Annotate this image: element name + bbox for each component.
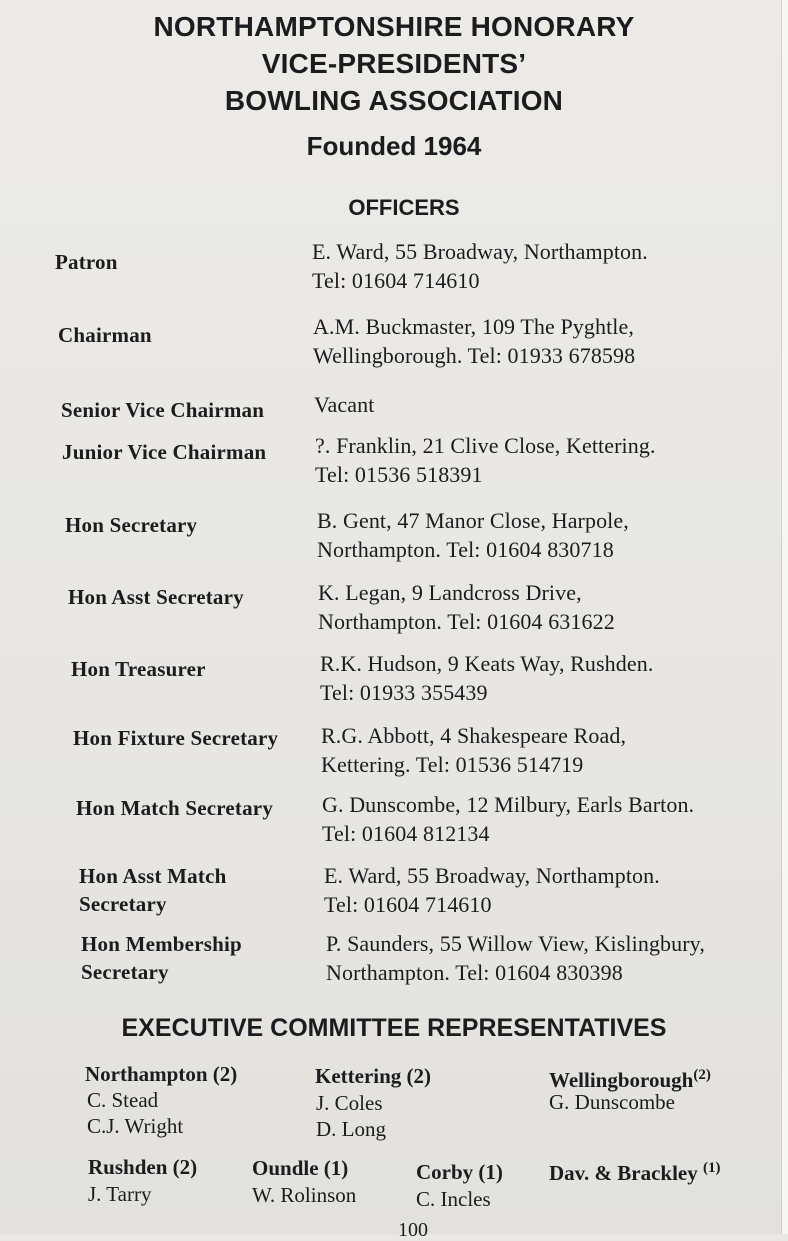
- founded-year: Founded 1964: [306, 131, 482, 161]
- district-members: G. Dunscombe: [549, 1090, 675, 1114]
- officer-role: Hon Asst Match Secretary: [79, 864, 227, 916]
- district-name: Northampton (2): [85, 1062, 238, 1086]
- district-name: Corby (1): [416, 1160, 503, 1184]
- document-title: [0, 8, 788, 119]
- district-name: Rushden (2): [88, 1155, 198, 1179]
- officer-role: Hon Match Secretary: [76, 796, 274, 820]
- officers-heading: OFFICERS: [348, 195, 460, 220]
- officer-details: E. Ward, 55 Broadway, Northampton. Tel: 01604 714610: [312, 239, 648, 293]
- district-name: Dav. & Brackley $^{(1)}$: [549, 1160, 721, 1185]
- officer-details: P. Saunders, 55 Willow View, Kislingbury, Northampton. Tel: 01604 830398: [326, 931, 705, 985]
- officer-details: R.K. Hudson, 9 Keats Way, Rushden. Tel: 01933 355439: [320, 651, 654, 705]
- officer-role: Hon Treasurer: [71, 657, 206, 681]
- exec-committee-heading: EXECUTIVE COMMITTEE REPRESENTATIVES: [121, 1014, 667, 1042]
- district-name: Wellingborough$^{(2)}$: [549, 1067, 711, 1092]
- officer-role: Patron: [55, 250, 118, 274]
- officer-role: Hon Asst Secretary: [68, 585, 244, 609]
- district-members: J. Tarry: [88, 1182, 152, 1206]
- officer-details: B. Gent, 47 Manor Close, Harpole, Northampton. Tel: 01604 830718: [317, 508, 629, 562]
- district-members: W. Rolinson: [252, 1183, 357, 1207]
- officer-role: Chairman: [58, 323, 152, 347]
- officer-details: E. Ward, 55 Broadway, Northampton. Tel: 01604 714610: [324, 863, 660, 917]
- officer-details: Vacant: [314, 392, 375, 417]
- district-members: C. Incles: [416, 1187, 491, 1211]
- title-line: NORTHAMPTONSHIRE HONORARY: [153, 11, 635, 42]
- officer-details: ?. Franklin, 21 Clive Close, Kettering. Tel: 01536 518391: [315, 433, 656, 487]
- district-members: J. Coles D. Long: [316, 1091, 386, 1141]
- title-line: VICE-PRESIDENTS’: [261, 48, 527, 79]
- title-line: BOWLING ASSOCIATION: [224, 85, 564, 116]
- district-name: Kettering (2): [315, 1064, 432, 1088]
- officer-role: Junior Vice Chairman: [62, 440, 267, 464]
- page-number: 100: [398, 1219, 428, 1241]
- officer-details: K. Legan, 9 Landcross Drive, Northampton. Tel: 01604 631622: [318, 580, 615, 634]
- officer-details: A.M. Buckmaster, 109 The Pyghtle, Wellingborough. Tel: 01933 678598: [313, 314, 636, 368]
- district-name: Oundle (1): [252, 1156, 349, 1180]
- officer-role: Hon Fixture Secretary: [73, 726, 279, 750]
- officer-role: Hon Secretary: [65, 513, 198, 537]
- page-edge: [781, 0, 788, 1234]
- officer-role: Senior Vice Chairman: [61, 398, 265, 422]
- district-members: C. Stead C.J. Wright: [87, 1088, 184, 1138]
- officer-details: R.G. Abbott, 4 Shakespeare Road, Kettering. Tel: 01536 514719: [321, 723, 627, 777]
- officer-role: Hon Membership Secretary: [81, 932, 242, 984]
- officer-details: G. Dunscombe, 12 Milbury, Earls Barton. Tel: 01604 812134: [322, 792, 695, 846]
